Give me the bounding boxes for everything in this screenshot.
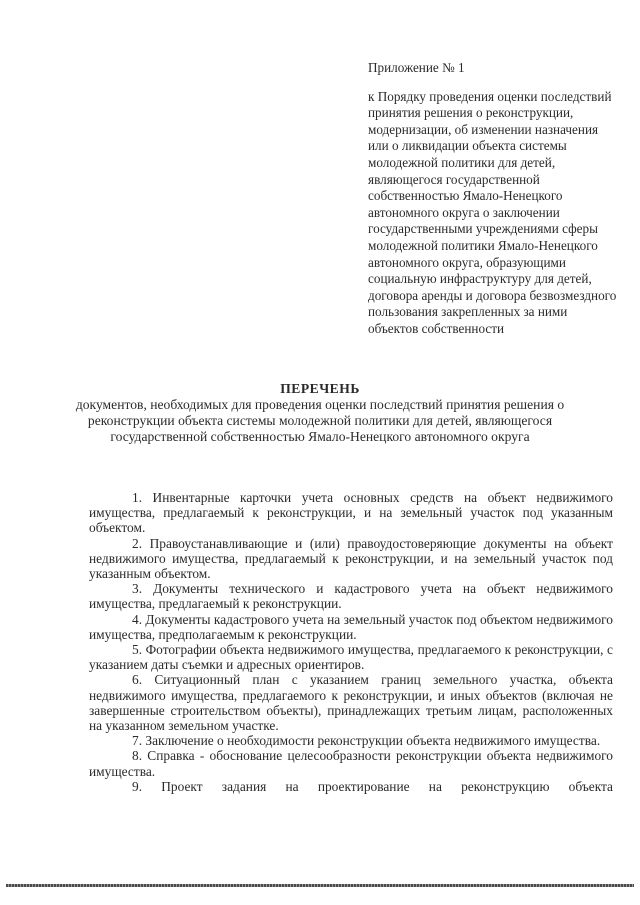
document-list	[89, 490, 613, 794]
list-heading	[60, 381, 580, 445]
list-title: ПЕРЕЧЕНЬ	[280, 381, 360, 396]
list-item: 1. Инвентарные карточки учета основных средств на объект недвижимого имущества, предлагаемый к реконструкции, и на земельный участок под указанным объектом.	[89, 490, 613, 536]
appendix-block	[368, 60, 618, 338]
list-item: 4. Документы кадастрового учета на земельный участок под объектом недвижимого имущества, предполагаемым к реконструкции.	[89, 611, 613, 642]
list-item: 3. Документы технического и кадастрового учета на объект недвижимого имущества, предлагаемый к реконструкции.	[89, 581, 613, 612]
list-item: 7. Заключение о необходимости реконструкции объекта недвижимого имущества.	[132, 733, 601, 749]
list-item: 5. Фотографии объекта недвижимого имущества, предлагаемого к реконструкции, с указанием даты съемки и адресных ориентиров.	[89, 642, 613, 673]
list-item: 2. Правоустанавливающие и (или) правоудостоверяющие документы на объект недвижимого имущества, предлагаемый к реконструкции, и на земельный участок под указанным объектом.	[89, 535, 613, 582]
scan-edge-line	[6, 884, 634, 887]
list-subtitle: документов, необходимых для проведения оценки последствий принятия решения о реконструкции объекта системы молодежной политики для детей, являющегося государственной собственностью Ямало-Ненецкого автономного округа	[75, 397, 565, 444]
list-item: 9. Проект задания на проектирование на реконструкцию объекта	[132, 778, 613, 794]
list-item: 8. Справка - обоснование целесообразности реконструкции объекта недвижимого имущества.	[89, 748, 613, 779]
appendix-text: к Порядку проведения оценки последствий принятия решения о реконструкции, модернизации, об изменении назначения или о ликвидации объекта системы молодежной политики для детей, являющегося государственной собственностью Ямало-Ненецкого автономного округа о заключении государственными учреждениями сферы молодежной политики Ямало-Ненецкого автономного округа, образующими социальную инфраструктуру для детей, договора аренды и договора безвозмездного пользования закрепленных за ними объектов собственности	[368, 88, 617, 336]
list-item: 6. Ситуационный план с указанием границ земельного участка, объекта недвижимого имущества, предлагаемого к реконструкции, и иных объектов (включая не завершенные строительством объекты), принадлежащих третьим лицам, расположенных на указанном земельном участке.	[89, 672, 613, 734]
appendix-title: Приложение № 1	[368, 60, 465, 75]
